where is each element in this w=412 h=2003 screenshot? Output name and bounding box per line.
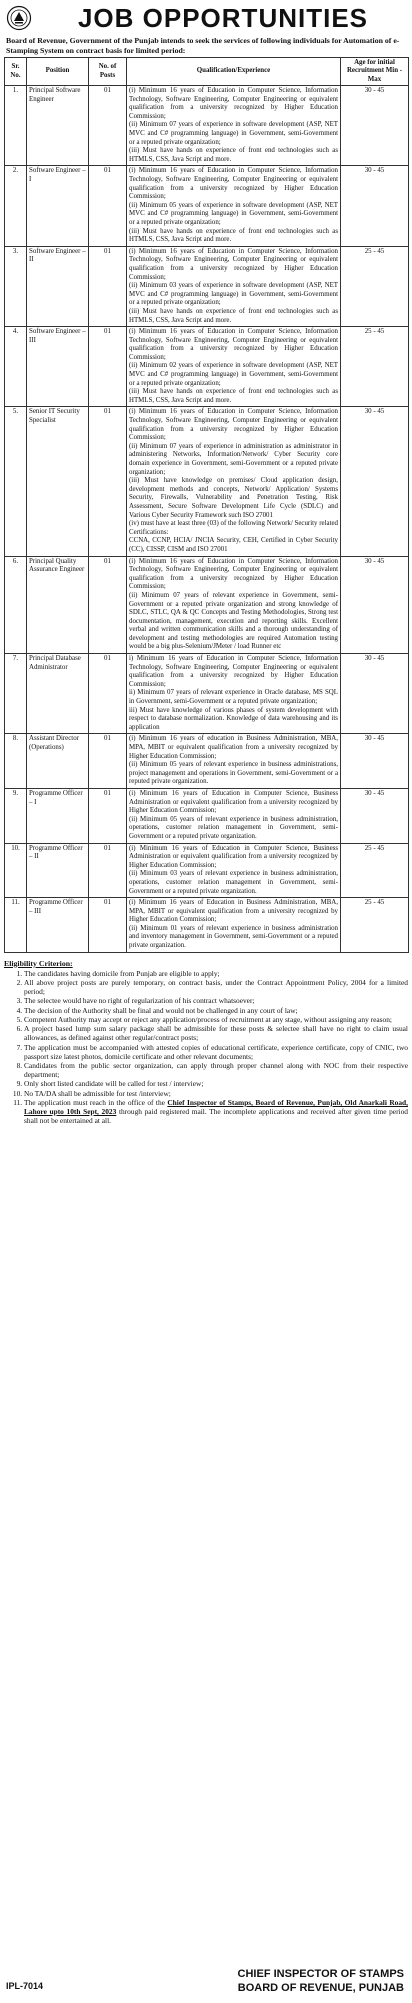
row-qualification <box>127 898 341 953</box>
row-position: Programme Officer – II <box>27 843 89 898</box>
eligibility-section <box>4 959 408 1126</box>
row-position: Principal Database Administrator <box>27 654 89 734</box>
row-posts: 01 <box>89 86 127 166</box>
submission-pre: The application must reach in the office of the <box>24 1097 168 1107</box>
eligibility-item: 9. Only short listed candidate will be called for test / interview; <box>24 1079 408 1088</box>
qualification-item: (iii) Must have hands on experience of front end technologies such as HTMLS, CSS, Java Script and more. <box>129 307 338 324</box>
row-position: Software Engineer – I <box>27 166 89 246</box>
row-position: Assistant Director (Operations) <box>27 734 89 789</box>
page-title: JOB OPPORTUNITIES <box>77 3 369 33</box>
qualification-item: (i) Minimum 16 years of Education in Computer Science, Business Administration or equivalent qualification from a university recognized by Higher Education Commission; <box>129 844 338 869</box>
column-header-qualification: Qualification/Experience <box>127 58 341 86</box>
eligibility-heading: Eligibility Criterion: <box>4 958 73 968</box>
row-sr: 2. <box>5 166 27 246</box>
qualification-item: (iii) Must have hands on experience of front end technologies such as HTMLS, CSS, Java Script and more. <box>129 147 338 163</box>
row-age: 30 - 45 <box>341 556 409 654</box>
row-posts: 01 <box>89 654 127 734</box>
row-posts: 01 <box>89 898 127 953</box>
row-sr: 11. <box>5 898 27 953</box>
qualification-item: (i) Minimum 16 years of Education in Computer Science, Information Technology, Software Engineering, Computer Engineering or equivalent qualification from a university recognized by Higher Education Commission; <box>129 408 338 442</box>
row-age: 30 - 45 <box>341 166 409 246</box>
qualification-item: (ii) Minimum 07 years of experience in software development (ASP, NET MVC and C# programming language) in Government, semi-Government or a reputed private organization; <box>129 121 338 146</box>
eligibility-item-submission <box>24 1098 408 1126</box>
table-row <box>5 407 409 556</box>
row-age: 30 - 45 <box>341 407 409 556</box>
row-qualification <box>127 166 341 246</box>
row-position: Principal Software Engineer <box>27 86 89 166</box>
eligibility-item: 3. The selectee would have no right of regularization of his contract whatsoever; <box>24 996 408 1005</box>
table-header-row <box>5 58 409 86</box>
table-row <box>5 327 409 407</box>
eligibility-item: 6. A project based lump sum salary package shall be admissible for these posts & selectee shall have no right to claim usual allowances, as defined against other regular/contract posts; <box>24 1024 408 1042</box>
submission-post: through paid registered mail. The incomplete applications and received after given time period shall not be entertained at all. <box>24 1106 408 1126</box>
row-sr: 1. <box>5 86 27 166</box>
qualification-item: (iii) Must have hands on experience of front end technologies such as HTMLS, CSS, Java Script and more. <box>129 388 338 404</box>
qualification-item: (iii) Must have hands on experience of front end technologies such as HTMLS, CSS, Java Script and more. <box>129 227 338 244</box>
column-header-posts: No. of Posts <box>89 58 127 86</box>
column-header-sr: Sr. No. <box>5 58 27 86</box>
table-row <box>5 843 409 898</box>
qualification-item: (i) Minimum 16 years of Education in Business Administration, MBA, MPA, MBIT or equivalent qualification from a university recognized by Higher Education Commission; <box>129 899 338 924</box>
row-qualification <box>127 327 341 407</box>
signatory-line-1: CHIEF INSPECTOR OF STAMPS <box>237 1968 404 1980</box>
government-logo-icon <box>6 5 32 31</box>
qualification-item: (ii) Minimum 03 years of relevant experience in business administration, operations, customer relation management in Government, semi-Government or a reputed private organization. <box>129 870 338 895</box>
eligibility-item: 1. The candidates having domicile from Punjab are eligible to apply; <box>24 969 408 978</box>
row-sr: 3. <box>5 246 27 326</box>
row-age: 30 - 45 <box>341 734 409 789</box>
qualification-item: (iii) Must have knowledge on premises/ Cloud application design, development methods and concepts, Network/ Application/ Systems Security, Firewalls, Vulnerability and Penetration Testing, Risk Assessment, Secure Software Development Life Cycle (SDLC) and Various Cyber Security Framework such ISO 27001 <box>129 477 338 519</box>
qualification-item: (ii) Minimum 05 years of relevant experience in business administrations, project management and operations in Government, semi-Government or a reputed private organization. <box>129 761 338 786</box>
table-row <box>5 654 409 734</box>
qualification-item: (ii) Minimum 07 years of relevant experience in Government, semi-Government or a reputed private organization and strong knowledge of SDLC, STLC, QA & QC Concepts and Testing Methodologies, Strong test documentation, management, execution and reporting skills. Excellent verbal and written communication skills and a thorough understanding of development and testing methodologies are required Automation testing would be a big plus-Selenium/JMeter / load Runner etc <box>129 591 338 651</box>
table-row <box>5 246 409 326</box>
row-age: 25 - 45 <box>341 843 409 898</box>
row-position: Principal Quality Assurance Engineer <box>27 556 89 654</box>
row-sr: 7. <box>5 654 27 734</box>
qualification-item: (ii) Minimum 03 years of experience in software development (ASP, NET MVC and C# programming language) in Government, semi-Government or a reputed private organization; <box>129 282 338 307</box>
signatory-line-2: BOARD OF REVENUE, PUNJAB <box>237 1982 404 1994</box>
qualification-item: (ii) Minimum 05 years of experience in software development (ASP, NET MVC and C# programming language) in Government, semi-Government or a reputed private organization; <box>129 201 338 226</box>
positions-table <box>4 57 409 952</box>
eligibility-item: 4. The decision of the Authority shall be final and would not be challenged in any court of law; <box>24 1006 408 1015</box>
qualification-item: (i) Minimum 16 years of Education in Computer Science, Business Administration or equivalent qualification from a university recognized by Higher Education Commission; <box>129 789 338 815</box>
row-qualification <box>127 654 341 734</box>
qualification-item: (i) Minimum 16 years of education in Business Administration, MBA, MPA, MBIT or equivalent qualification from a university recognized by Higher Education Commission; <box>129 735 338 760</box>
qualification-item: (iv) must have at least three (03) of the following Network/ Security related Certifications: <box>129 520 338 536</box>
table-row <box>5 166 409 246</box>
row-sr: 4. <box>5 327 27 407</box>
header <box>4 0 408 36</box>
qualification-item: (ii) Minimum 07 years of experience in administration as administrator in administering Networks, Information/Network/ Cyber Security core domain experience in Government, semi-Government or a reputed private organization; <box>129 442 338 476</box>
qualification-item: i) Minimum 16 years of Education in Computer Science, Information Technology, Software Engineering, Computer Engineering or equivalent qualification from a university recognized by Higher Education Commission; <box>129 655 338 688</box>
table-row <box>5 86 409 166</box>
row-age: 25 - 45 <box>341 327 409 407</box>
row-posts: 01 <box>89 166 127 246</box>
eligibility-item: 8. Candidates from the public sector organization, can apply through proper channel along with NOC from their respective department; <box>24 1061 408 1079</box>
row-qualification <box>127 843 341 898</box>
row-posts: 01 <box>89 788 127 843</box>
row-sr: 9. <box>5 788 27 843</box>
column-header-position: Position <box>27 58 89 86</box>
qualification-item: (i) Minimum 16 years of Education in Computer Science, Information Technology, Software Engineering, Computer Engineering or equivalent qualification from a university recognized by Higher Education Commission; <box>129 247 338 281</box>
eligibility-item: 7. The application must be accompanied with attested copies of educational certificate, experience certificate, copy of CNIC, two passport size latest photos, domicile certificate and other relevant documents; <box>24 1043 408 1061</box>
qualification-item: CCNA, CCNP, HCIA/ JNCIA Security, CEH, Certified in Cyber Security (CC), CISSP, CISM and ISO 27001 <box>129 537 338 553</box>
table-body <box>5 86 409 953</box>
eligibility-list <box>4 969 408 1125</box>
qualification-item: (ii) Minimum 02 years of experience in software development (ASP, NET MVC and C# programming language) in Government, semi-Government or a reputed private organization; <box>129 362 338 387</box>
qualification-item: (i) Minimum 16 years of Education in Computer Science, Information Technology, Software Engineering, Computer Engineering or equivalent qualification from a university recognized by Higher Education Commission; <box>129 87 338 120</box>
row-position: Software Engineer – II <box>27 246 89 326</box>
row-age: 25 - 45 <box>341 246 409 326</box>
qualification-item: (i) Minimum 16 years of Education in Computer Science, Information Technology, Software Engineering, Computer Engineering or equivalent qualification from a university recognized by Higher Education Commission; <box>129 167 338 201</box>
submission-addr: Chief Inspector of Stamps, Board of Revenue, Punjab, Old Anarkali Road, Lahore upto 10th Sept, 2023 <box>24 1097 408 1116</box>
row-sr: 5. <box>5 407 27 556</box>
row-qualification <box>127 246 341 326</box>
row-posts: 01 <box>89 407 127 556</box>
qualification-item: (i) Minimum 16 years of Education in Computer Science, Information Technology, Software Engineering, Computer Engineering or equivalent qualification from a university recognized by Higher Education Commission; <box>129 557 338 591</box>
footer <box>4 1963 408 1999</box>
row-posts: 01 <box>89 246 127 326</box>
qualification-item: (i) Minimum 16 years of Education in Computer Science, Information Technology, Software Engineering, Computer Engineering or equivalent qualification from a university recognized by Higher Education Commission; <box>129 328 338 361</box>
row-position: Programme Officer – III <box>27 898 89 953</box>
column-header-age: Age for initial Recruitment Min - Max <box>341 58 409 86</box>
row-sr: 8. <box>5 734 27 789</box>
eligibility-item: 5. Competent Authority may accept or reject any application/process of recruitment at any stage, without assigning any reason; <box>24 1015 408 1024</box>
signatory <box>238 1967 404 1995</box>
row-position: Programme Officer – I <box>27 788 89 843</box>
advertisement-page <box>4 0 408 1994</box>
row-age: 30 - 45 <box>341 654 409 734</box>
row-posts: 01 <box>89 843 127 898</box>
row-qualification <box>127 788 341 843</box>
table-row <box>5 556 409 654</box>
table-row <box>5 898 409 953</box>
eligibility-item: 2. All above project posts are purely temporary, on contract basis, under the Contract Appointment Policy, 2004 for a limited period; <box>24 978 408 996</box>
eligibility-item: 10. No TA/DA shall be admissible for test /interview; <box>24 1089 408 1098</box>
intro-text: Board of Revenue, Government of the Punjab intends to seek the services of following individuals for Automation of e-Stamping System on contract basis for limited period: <box>6 36 400 55</box>
row-age: 30 - 45 <box>341 788 409 843</box>
row-age: 25 - 45 <box>341 898 409 953</box>
row-qualification <box>127 734 341 789</box>
row-qualification <box>127 86 341 166</box>
qualification-item: ii) Minimum 07 years of relevant experience in Oracle database, MS SQL in Government, semi-Government or a reputed private organization; <box>129 689 338 706</box>
qualification-item: iii) Must have knowledge of various phases of system development with respect to database normalization. Knowledge of data warehousing and its application <box>129 706 338 731</box>
row-qualification <box>127 407 341 556</box>
ipl-code: IPL-7014 <box>6 1981 44 1991</box>
row-age: 30 - 45 <box>341 86 409 166</box>
row-position: Senior IT Security Specialist <box>27 407 89 556</box>
row-sr: 10. <box>5 843 27 898</box>
qualification-item: (ii) Minimum 05 years of relevant experience in business administration, operations, customer relation management in Government, semi-Government or a reputed private organization. <box>129 815 338 840</box>
table-row <box>5 734 409 789</box>
row-posts: 01 <box>89 734 127 789</box>
row-posts: 01 <box>89 327 127 407</box>
qualification-item: (ii) Minimum 01 years of relevant experience in business administration and inventory management in Government, semi-Government or a reputed private organization. <box>129 924 338 950</box>
row-position: Software Engineer – III <box>27 327 89 407</box>
table-row <box>5 788 409 843</box>
row-qualification <box>127 556 341 654</box>
row-posts: 01 <box>89 556 127 654</box>
row-sr: 6. <box>5 556 27 654</box>
